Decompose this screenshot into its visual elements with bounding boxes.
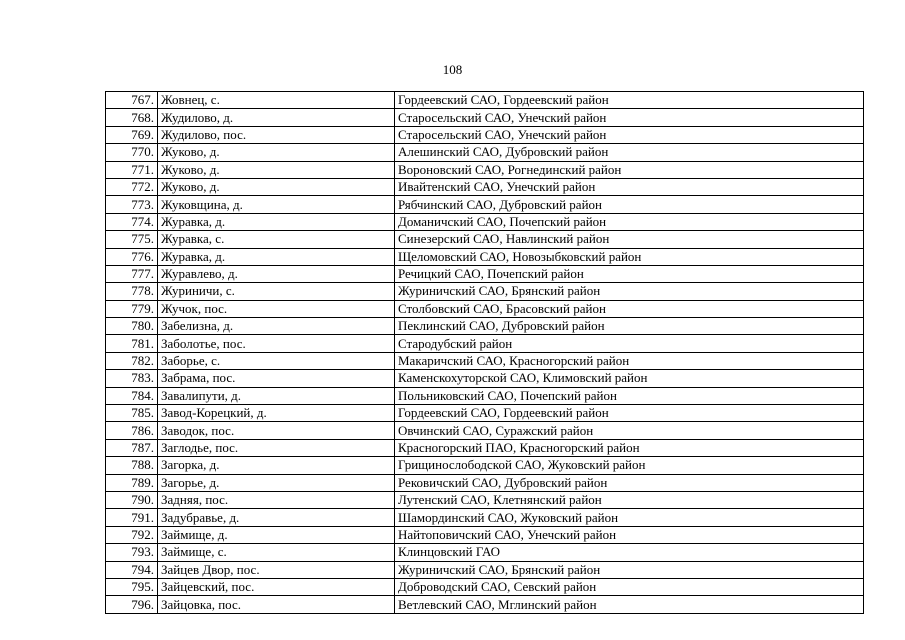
row-number: 776. bbox=[106, 248, 158, 265]
row-number: 786. bbox=[106, 422, 158, 439]
settlement-district: Журиничский САО, Брянский район bbox=[395, 283, 864, 300]
table-row bbox=[106, 144, 864, 161]
settlement-district: Алешинский САО, Дубровский район bbox=[395, 144, 864, 161]
settlement-name: Жуково, д. bbox=[158, 144, 395, 161]
table-row bbox=[106, 387, 864, 404]
settlement-name: Заборье, с. bbox=[158, 352, 395, 369]
settlement-name: Журавлево, д. bbox=[158, 265, 395, 282]
table-row bbox=[106, 370, 864, 387]
settlement-name: Загорье, д. bbox=[158, 474, 395, 491]
table-row bbox=[106, 509, 864, 526]
table-row bbox=[106, 178, 864, 195]
row-number: 774. bbox=[106, 213, 158, 230]
settlement-district: Ветлевский САО, Мглинский район bbox=[395, 596, 864, 613]
row-number: 785. bbox=[106, 405, 158, 422]
settlement-name: Зайцовка, пос. bbox=[158, 596, 395, 613]
table-row bbox=[106, 405, 864, 422]
settlement-district: Каменскохуторской САО, Климовский район bbox=[395, 370, 864, 387]
row-number: 777. bbox=[106, 265, 158, 282]
row-number: 791. bbox=[106, 509, 158, 526]
row-number: 787. bbox=[106, 439, 158, 456]
row-number: 782. bbox=[106, 352, 158, 369]
row-number: 772. bbox=[106, 178, 158, 195]
table-row bbox=[106, 300, 864, 317]
row-number: 796. bbox=[106, 596, 158, 613]
settlement-district: Пеклинский САО, Дубровский район bbox=[395, 318, 864, 335]
settlement-name: Жудилово, пос. bbox=[158, 126, 395, 143]
table-row bbox=[106, 265, 864, 282]
table-row bbox=[106, 196, 864, 213]
settlement-district: Щеломовский САО, Новозыбковский район bbox=[395, 248, 864, 265]
settlement-name: Завалипути, д. bbox=[158, 387, 395, 404]
settlement-name: Забрама, пос. bbox=[158, 370, 395, 387]
table-row bbox=[106, 474, 864, 491]
settlements-table bbox=[105, 91, 864, 614]
settlement-name: Завод-Корецкий, д. bbox=[158, 405, 395, 422]
table-row bbox=[106, 231, 864, 248]
table-row bbox=[106, 561, 864, 578]
table-row bbox=[106, 248, 864, 265]
row-number: 769. bbox=[106, 126, 158, 143]
table-row bbox=[106, 318, 864, 335]
row-number: 768. bbox=[106, 109, 158, 126]
settlement-name: Жуково, д. bbox=[158, 161, 395, 178]
settlement-name: Жуковщина, д. bbox=[158, 196, 395, 213]
settlement-name: Заболотье, пос. bbox=[158, 335, 395, 352]
table-row bbox=[106, 335, 864, 352]
table-row bbox=[106, 126, 864, 143]
row-number: 767. bbox=[106, 92, 158, 109]
settlement-name: Заглодье, пос. bbox=[158, 439, 395, 456]
table-row bbox=[106, 352, 864, 369]
settlement-name: Заводок, пос. bbox=[158, 422, 395, 439]
settlement-name: Задубравье, д. bbox=[158, 509, 395, 526]
row-number: 794. bbox=[106, 561, 158, 578]
row-number: 784. bbox=[106, 387, 158, 404]
settlement-district: Гордеевский САО, Гордеевский район bbox=[395, 92, 864, 109]
row-number: 771. bbox=[106, 161, 158, 178]
table-body bbox=[106, 92, 864, 614]
settlement-district: Лутенский САО, Клетнянский район bbox=[395, 491, 864, 508]
settlement-district: Рековичский САО, Дубровский район bbox=[395, 474, 864, 491]
table-row bbox=[106, 283, 864, 300]
settlement-name: Журавка, с. bbox=[158, 231, 395, 248]
settlement-name: Загорка, д. bbox=[158, 457, 395, 474]
settlement-district: Стародубский район bbox=[395, 335, 864, 352]
settlement-district: Рябчинский САО, Дубровский район bbox=[395, 196, 864, 213]
row-number: 795. bbox=[106, 578, 158, 595]
settlement-district: Шамординский САО, Жуковский район bbox=[395, 509, 864, 526]
table-row bbox=[106, 439, 864, 456]
settlement-name: Журавка, д. bbox=[158, 213, 395, 230]
settlement-name: Жудилово, д. bbox=[158, 109, 395, 126]
row-number: 790. bbox=[106, 491, 158, 508]
row-number: 780. bbox=[106, 318, 158, 335]
row-number: 779. bbox=[106, 300, 158, 317]
table-row bbox=[106, 526, 864, 543]
page-number: 108 bbox=[442, 62, 463, 77]
settlement-district: Ивайтенский САО, Унечский район bbox=[395, 178, 864, 195]
settlement-district: Овчинский САО, Суражский район bbox=[395, 422, 864, 439]
settlement-district: Доброводский САО, Севский район bbox=[395, 578, 864, 595]
settlement-district: Красногорский ПАО, Красногорский район bbox=[395, 439, 864, 456]
row-number: 793. bbox=[106, 544, 158, 561]
settlement-name: Забелизна, д. bbox=[158, 318, 395, 335]
settlement-name: Займище, д. bbox=[158, 526, 395, 543]
table-row bbox=[106, 596, 864, 613]
table-row bbox=[106, 544, 864, 561]
settlement-name: Займище, с. bbox=[158, 544, 395, 561]
row-number: 773. bbox=[106, 196, 158, 213]
row-number: 775. bbox=[106, 231, 158, 248]
settlement-name: Зайцевский, пос. bbox=[158, 578, 395, 595]
table-row bbox=[106, 491, 864, 508]
settlement-name: Жовнец, с. bbox=[158, 92, 395, 109]
settlement-name: Зайцев Двор, пос. bbox=[158, 561, 395, 578]
table-row bbox=[106, 578, 864, 595]
settlement-district: Речицкий САО, Почепский район bbox=[395, 265, 864, 282]
settlement-district: Клинцовский ГАО bbox=[395, 544, 864, 561]
settlement-district: Гордеевский САО, Гордеевский район bbox=[395, 405, 864, 422]
row-number: 783. bbox=[106, 370, 158, 387]
table-row bbox=[106, 161, 864, 178]
settlement-name: Жуково, д. bbox=[158, 178, 395, 195]
settlement-name: Журавка, д. bbox=[158, 248, 395, 265]
settlement-name: Жучок, пос. bbox=[158, 300, 395, 317]
settlement-district: Старосельский САО, Унечский район bbox=[395, 109, 864, 126]
settlement-district: Макаричский САО, Красногорский район bbox=[395, 352, 864, 369]
settlement-district: Польниковский САО, Почепский район bbox=[395, 387, 864, 404]
table-row bbox=[106, 213, 864, 230]
row-number: 781. bbox=[106, 335, 158, 352]
settlement-district: Столбовский САО, Брасовский район bbox=[395, 300, 864, 317]
row-number: 789. bbox=[106, 474, 158, 491]
row-number: 788. bbox=[106, 457, 158, 474]
settlement-district: Найтоповичский САО, Унечский район bbox=[395, 526, 864, 543]
settlement-district: Журиничский САО, Брянский район bbox=[395, 561, 864, 578]
settlement-district: Грищинослободской САО, Жуковский район bbox=[395, 457, 864, 474]
table-row bbox=[106, 422, 864, 439]
settlement-district: Вороновский САО, Рогнединский район bbox=[395, 161, 864, 178]
table-row bbox=[106, 92, 864, 109]
row-number: 778. bbox=[106, 283, 158, 300]
table-row bbox=[106, 457, 864, 474]
row-number: 770. bbox=[106, 144, 158, 161]
table-row bbox=[106, 109, 864, 126]
row-number: 792. bbox=[106, 526, 158, 543]
settlement-district: Доманичский САО, Почепский район bbox=[395, 213, 864, 230]
settlement-district: Старосельский САО, Унечский район bbox=[395, 126, 864, 143]
settlement-district: Синезерский САО, Навлинский район bbox=[395, 231, 864, 248]
settlement-name: Журиничи, с. bbox=[158, 283, 395, 300]
settlement-name: Задняя, пос. bbox=[158, 491, 395, 508]
